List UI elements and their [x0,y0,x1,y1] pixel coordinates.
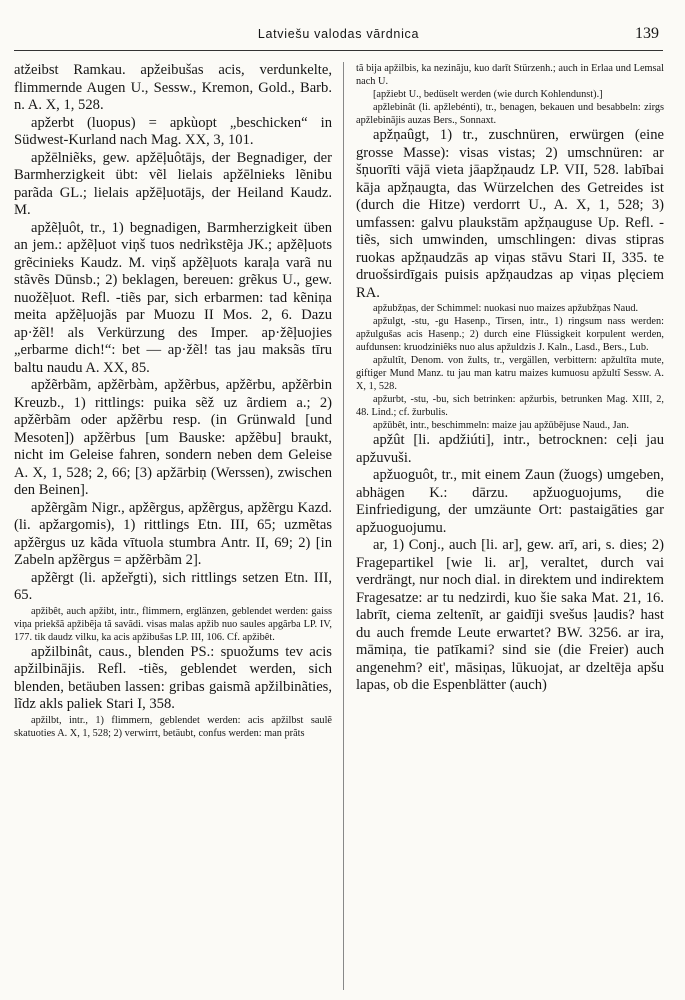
dictionary-entry: tã bija apžilbis, ka nezinãju, kuo darīt Stürzenh.; auch in Erlaa und Lemsal nach U. [356,63,664,87]
dictionary-entry: apžlebinât (li. apžlebénti), tr., benagen, bekauen und besabbeln: zirgs apžlebinājis auzas Bers., Sonnaxt. [356,102,664,126]
dictionary-entry: apžēlniẽks, gew. apžēļuôtājs, der Begnadiger, der Barmherzigkeit übt: vẽl lielais apžēlnieks lẽnibu parãda GL.; lielais apžēļuotājs, der Heiland Kaudz. M. [14,149,332,218]
dictionary-entry: apžût [li. apdžiúti], intr., betrocknen: ceļi jau apžuvuši. [356,432,664,466]
dictionary-entry: apžūbêt, intr., beschimmeln: maize jau apžūbējuse Naud., Jan. [373,420,629,431]
dictionary-entry: [apžiebt U., bedüselt werden (wie durch Kohlendunst).] [373,89,603,100]
dictionary-entry: apžulgt, -stu, -gu Hasenp., Tirsen, intr., 1) ringsum nass werden: apžulgušas acis Hasenp.; 2) durch eine Flüssigkeit korpulent werden, aufdunsen: kruodziniẽks nuo alus apžuldzis J. Kaln., Lasd., Bers., Lub. [356,316,664,353]
left-column [14,62,332,740]
dictionary-entry: apžẽrgt (li. apžeřgti), sich rittlings setzen Etn. III, 65. [14,569,332,603]
dictionary-entry: apžerbt (luopus) = apkùopt „beschicken“ in Südwest-Kurland nach Mag. XX, 3, 101. [14,114,332,148]
dictionary-entry: apžultĩt, Denom. von žults, tr., vergällen, verbittern: apžultīta mute, giftiger Mund Manz. tu jau man katru maizes kumuosu apžultĩ Sessw. A. X, 1, 528. [356,355,664,392]
dictionary-entry: ar, 1) Conj., auch [li. ar], gew. arī, ari, s. dies; 2) Fragepartikel [wie li. ar], veraltet, durch vai verdrängt, nur noch dial. in direktem und indirektem Fragesatze: ar tu nedzirdi, kuo šie saka Mat. 21, 16. labrīt, ciema zeltenīt, ar gaidīji svešus ļaudis? hast du auch fremde Leute erwartet? BW. 3256. ar ira, māmiņa, tie patīkami? sind sie (die Freier) auch angenehm? eit', māsiņas, lūkuojat, ar dzeltēja apšu lapas, ob die Espenblätter (auch) [356,537,664,693]
running-title: Latviešu valodas vārdnica [257,27,420,41]
page-header [14,24,663,51]
dictionary-entry: apžẽrgãm Nigr., apžẽrgus, apžẽrgus, apžẽrgu Kazd. (li. apžargomis), 1) rittlings Etn. III, 65; uzmẽtas apžẽrgus uz kãda vītuola stumbra Antr. II, 69; 2) [in Zabeln apžẽrgus = apžẽrbãm 2]. [14,499,332,568]
dictionary-entry: atžeibst Ramkau. apžeibušas acis, verdunkelte, flimmernde Augen U., Sessw., Kremon, Gold., Barb. n. A. X, 1, 528. [14,62,332,113]
page-number: 139 [635,25,659,42]
column-divider [343,62,344,990]
dictionary-entry: apžẽļuôt, tr., 1) begnadigen, Barmherzigkeit üben an jem.: apžẽļuot viņš tuos nedrìkstẽja JK.; apžẽļuots grẽcinieks Kaudz. M. viņš apžẽļuots karaļa varã nu stãvẽs Dūnsb.; 2) beklagen, bereuen: grẽkus U., gew. nuožẽļuot. Refl. -tiẽs par, sich erbarmen: tad kẽniņa meita apžẽļuojãs par Muozu II Mos. 2, 6. Dazu ap·žẽl! als Verkürzung des Imper. ap·žẽļuojies „erbarme dich!“: bet — ap·žẽl! tas jau maksãs tīru baltu naudu A. XX, 85. [14,219,332,376]
dictionary-entry: apžẽrbãm, apžẽrbàm, apžẽrbus, apžẽrbu, apžẽrbin Kreuzb., 1) rittlings: puika sẽž uz ãrdiem a.; 2) apžẽrbãm oder apžẽrbu resp. (in Grünwald [und Mesoten]) apžẽrbus [um Bauske: apžẽbu] braukt, nicht im Geleise fahren, sondern neben dem Geleise A. X, 1, 528; 2, 66; [3) apžārbiņ (Werssen), zwischen den Beinen]. [14,377,332,498]
dictionary-entry: apžurbt, -stu, -bu, sich betrinken: apžurbis, betrunken Mag. XIII, 2, 48. Lind.; cf. žurbulis. [356,394,664,418]
dictionary-entry: apžuoguôt, tr., mit einem Zaun (žuogs) umgeben, abhägen K.: dārzu. apžuoguojums, die Einfriedigung, der umzäunte Ort: pastaigāties gar apžuoguojumu. [356,467,664,536]
dictionary-entry: apžubžņas, der Schimmel: nuokasi nuo maizes apžubžņas Naud. [373,303,639,314]
dictionary-entry: apžilbt, intr., 1) flimmern, geblendet werden: acis apžilbst saulẽ skatuoties A. X, 1, 528; 2) verwirrt, betäubt, confus werden: man prãts [14,714,332,739]
dictionary-entry: apžņaûgt, 1) tr., zuschnüren, erwürgen (eine grosse Masse): visas vistas; 2) umschnüren: ar šņuorīti vājā vieta jāapžņaudz LP. VII, 528. labībai kāja apžņaugta, das Würzelchen des Getreides ist (durch die Hitze) verdorrt U., A. X, 1, 528; 3) umfassen: galvu plaukstām apžņauguse Up. Refl. -tiẽs, sich umwinden, umschlingen: divas stipras ruokas apžņaudzās ap viņas stāvu Stari II, 335. te druošsirdīgais puisis apžņaudzas ap viņas plęciem RA. [356,127,664,301]
dictionary-entry: apžilbinât, caus., blenden PS.: spuožums tev acis apžilbinājis. Refl. -tiẽs, geblendet werden, sich blenden, betäuben lassen: gribas gaismã apžilbinãties, lĩdz akls paliek Stari I, 358. [14,643,332,712]
right-column [356,62,664,695]
dictionary-entry: apžibêt, auch apžibt, intr., flimmern, erglänzen, geblendet werden: gaiss viņa priekšã apžibẽja tã savãdi. visas malas apžib nuo saules apgãrba LP. IV, 177. tik daudz vilku, ka acis apžibušas LP. III, 106. Cf. apžibêt. [14,605,332,643]
